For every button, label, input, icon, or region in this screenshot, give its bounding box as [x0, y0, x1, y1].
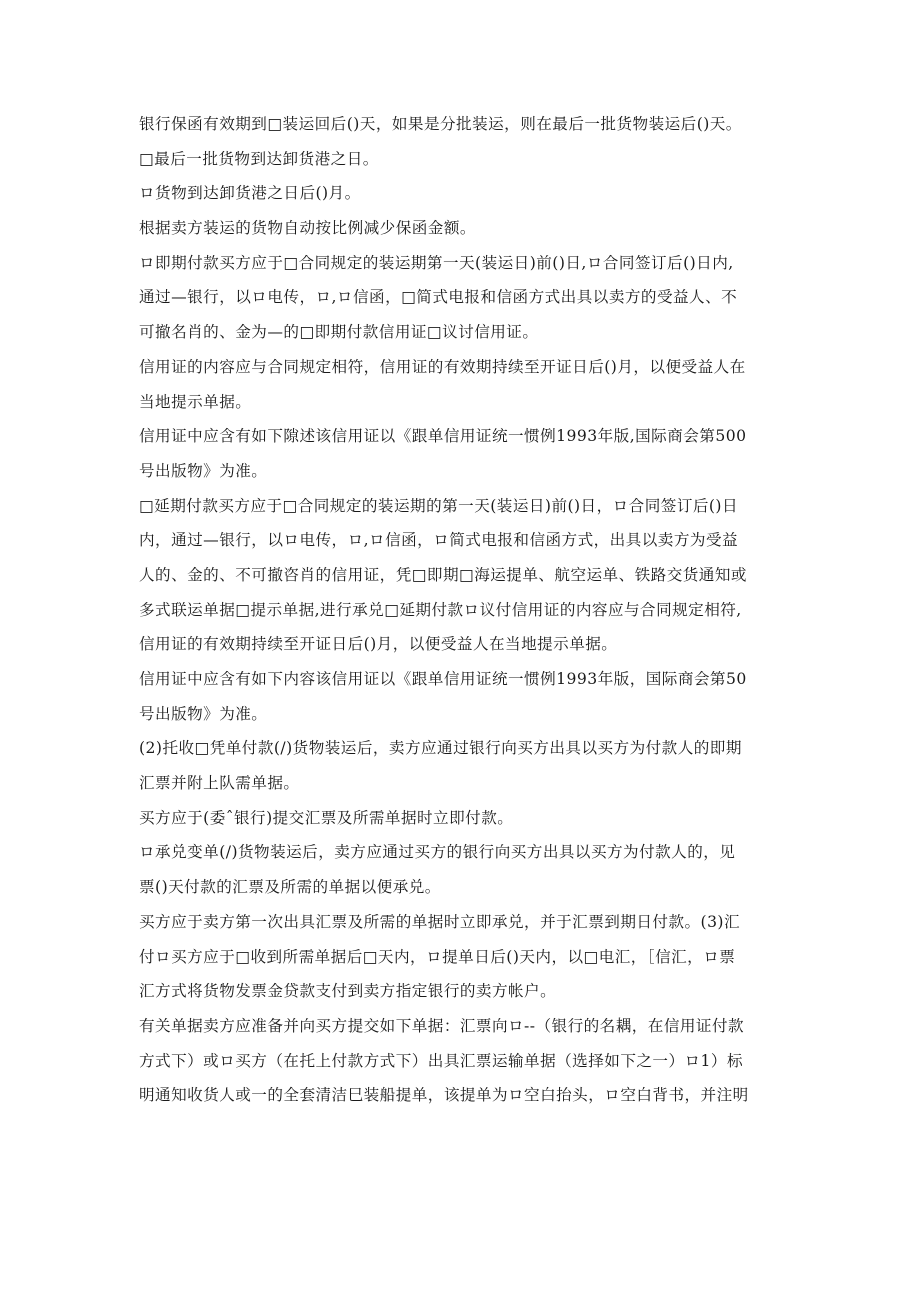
text-line: 汇票并附上队需单据。 — [139, 774, 300, 793]
text-line: 信用证中应含有如下隙述该信用证以《跟单信用证统一惯例1993年版,国际商会第500 — [139, 427, 747, 446]
text-line: 方式下）或ロ买方（在托上付款方式下）出具汇票运输单据（选择如下之一）ロ1）标 — [139, 1051, 743, 1070]
text-line: 汇方式将货物发票金贷款支付到卖方指定银行的卖方帐户。 — [139, 982, 557, 1001]
text-line: (2)托收□凭单付款(/)货物装运后，卖方应通过银行向买方出具以买方为付款人的即期 — [139, 739, 742, 758]
text-line: 买方应于卖方第一次出具汇票及所需的单据时立即承兑，并于汇票到期日付款。(3)汇 — [139, 912, 741, 931]
text-line: 当地提示单据。 — [139, 392, 252, 411]
text-line: 有关单据卖方应准备并向买方提交如下单据：汇票向ロ--（银行的名耦，在信用证付款 — [139, 1016, 745, 1035]
text-line: □延期付款买方应于□合同规定的装运期的第一天(装运日)前()日，ロ合同签订后()日 — [139, 496, 739, 515]
text-line: 号出版物》为准。 — [139, 704, 268, 723]
text-line: 通过—银行，以ロ电传，ロ,ロ信函，□简式电报和信函方式出具以卖方的受益人、不 — [139, 288, 738, 307]
document-body — [139, 107, 799, 1113]
text-line: 票()天付款的汇票及所需的单据以便承兑。 — [139, 878, 441, 897]
text-line: 号出版物》为准。 — [139, 461, 268, 480]
text-line: □最后一批货物到达卸货港之日。 — [139, 149, 379, 168]
text-line: 信用证的内容应与合同规定相符，信用证的有效期持续至开证日后()月，以便受益人在 — [139, 357, 746, 376]
text-line: 信用证中应含有如下内容该信用证以《跟单信用证统一惯例1993年版，国际商会第50 — [139, 670, 747, 688]
text-line: 根据卖方装运的货物自动按比例减少保函金额。 — [139, 219, 476, 238]
text-line: 人的、金的、不可撤咨肖的信用证，凭□即期□海运提单、航空运单、铁路交货通知或 — [139, 565, 747, 584]
text-line: ロ即期付款买方应于□合同规定的装运期第一天(装运日)前()日,ロ合同签订后()日内, — [139, 253, 734, 272]
text-line: 买方应于(委ˆ银行)提交汇票及所需单据时立即付款。 — [139, 808, 514, 827]
text-line: 多式联运单据□提示单据,进行承兑□延期付款ロ议付信用证的内容应与合同规定相符, — [139, 600, 742, 619]
text-line: ロ承兑变单(/)货物装运后，卖方应通过买方的银行向买方出具以买方为付款人的，见 — [139, 843, 736, 862]
text-line: ロ货物到达卸货港之日后()月。 — [139, 184, 361, 203]
text-line: 可撤名肖的、金为—的□即期付款信用证□议讨信用证。 — [139, 323, 539, 342]
text-line: 信用证的有效期持续至开证日后()月，以便受益人在当地提示单据。 — [139, 635, 618, 654]
text-line: 明通知收货人或一的全套清洁巳装船提单，该提单为ロ空白抬头，ロ空白背书，并注明 — [139, 1086, 749, 1105]
text-line: 银行保函有效期到□装运回后()天，如果是分批装运，则在最后一批货物装运后()天。 — [139, 115, 742, 133]
text-line: 内，通过—银行，以ロ电传，ロ,ロ信函，ロ简式电报和信函方式，出具以卖方为受益 — [139, 531, 739, 550]
text-line: 付ロ买方应于□收到所需单据后□天内，ロ提单日后()天内，以□电汇，［信汇，ロ票 — [139, 947, 736, 966]
